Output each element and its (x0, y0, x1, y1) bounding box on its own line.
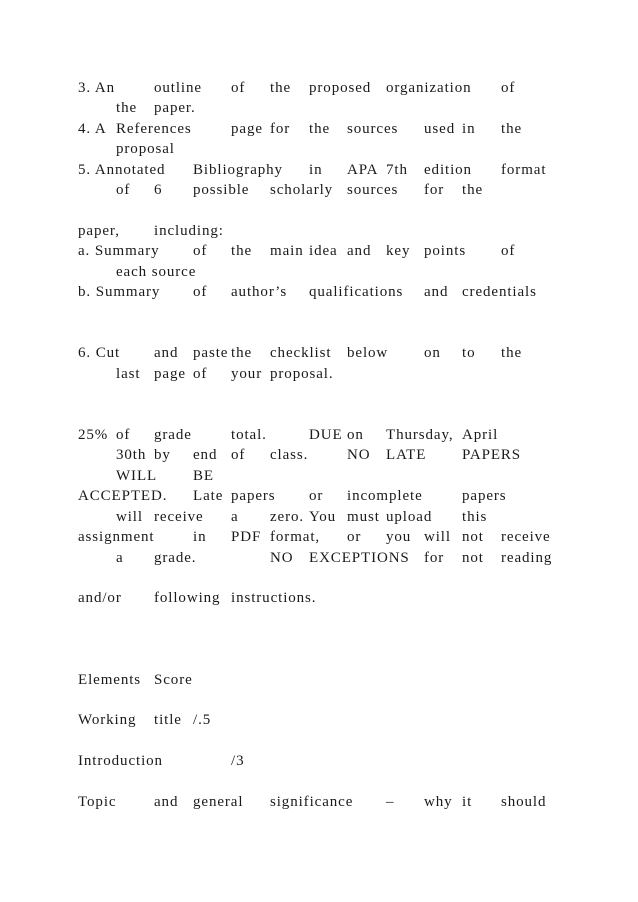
text-word: PAPERS (462, 447, 522, 463)
text-word: EXCEPTIONS (309, 550, 410, 566)
text-word: 4. A (78, 121, 107, 137)
text-word: qualifications (309, 284, 404, 300)
text-word: sources (347, 121, 399, 137)
text-word: why (424, 794, 453, 810)
text-word: the (462, 182, 484, 198)
text-word: the (231, 345, 253, 361)
text-word: main (270, 243, 304, 259)
text-word: general (193, 794, 244, 810)
text-word: and (154, 345, 179, 361)
text-word: for (270, 121, 291, 137)
text-word: in (193, 529, 207, 545)
text-word: it (462, 794, 473, 810)
text-word: the (501, 345, 523, 361)
text-word: Elements (78, 672, 142, 688)
text-word: proposal (116, 141, 175, 157)
text-word: scholarly (270, 182, 334, 198)
text-word: upload (386, 509, 433, 525)
grade-line-3 (0, 466, 638, 486)
text-word: 3. An (78, 80, 116, 96)
text-word: BE (193, 468, 214, 484)
text-word: of (193, 243, 208, 259)
text-word: including: (154, 223, 224, 239)
text-word: checklist (270, 345, 332, 361)
text-word: title (154, 712, 182, 728)
rubric-header (0, 670, 638, 690)
text-word: of (116, 182, 131, 198)
grade-line-4 (0, 486, 638, 506)
text-word: of (193, 366, 208, 382)
text-word: of (116, 427, 131, 443)
text-word: 5. Annotated (78, 162, 166, 178)
text-word: not (462, 529, 484, 545)
text-word: grade (154, 427, 192, 443)
text-word: page (154, 366, 186, 382)
rubric-working-title (0, 710, 638, 730)
text-word: of (193, 284, 208, 300)
grade-line-5 (0, 507, 638, 527)
text-word: sources (347, 182, 399, 198)
text-word: and (154, 794, 179, 810)
text-word: following (154, 590, 221, 606)
text-word: edition (424, 162, 472, 178)
grade-line-8 (0, 588, 638, 608)
text-word: significance (270, 794, 354, 810)
text-word: your (231, 366, 263, 382)
text-word: /.5 (193, 712, 212, 728)
text-word: Late (193, 488, 224, 504)
text-word: – (386, 794, 395, 810)
text-word: organization (386, 80, 472, 96)
text-word: 6 (154, 182, 163, 198)
sub-a-line-1 (0, 241, 638, 261)
text-word: receive (501, 529, 551, 545)
text-word: proposed (309, 80, 372, 96)
text-word: of (231, 80, 246, 96)
text-word: to (462, 345, 476, 361)
text-word: paper, (78, 223, 120, 239)
grade-line-2 (0, 445, 638, 465)
text-word: APA (347, 162, 379, 178)
item-5-line-2 (0, 180, 638, 200)
text-word: idea (309, 243, 338, 259)
text-word: papers (231, 488, 276, 504)
text-word: NO (347, 447, 371, 463)
text-word: and/or (78, 590, 122, 606)
rubric-introduction (0, 751, 638, 771)
text-word: outline (154, 80, 202, 96)
text-word: papers (462, 488, 507, 504)
text-word: 25% (78, 427, 109, 443)
text-word: must (347, 509, 380, 525)
text-word: a (231, 509, 239, 525)
text-word: 6. Cut (78, 345, 121, 361)
text-word: of (501, 243, 516, 259)
text-word: not (462, 550, 484, 566)
text-word: page (231, 121, 263, 137)
text-word: Thursday, (386, 427, 454, 443)
text-word: of (501, 80, 516, 96)
grade-line-6 (0, 527, 638, 547)
text-word: by (154, 447, 171, 463)
text-word: the (116, 100, 138, 116)
sub-a-line-2 (0, 262, 638, 282)
text-word: 7th (386, 162, 408, 178)
text-word: total. (231, 427, 267, 443)
text-word: assignment (78, 529, 155, 545)
text-word: PDF (231, 529, 262, 545)
text-word: format, (270, 529, 321, 545)
text-word: 30th (116, 447, 147, 463)
text-word: end (193, 447, 218, 463)
grade-line-1 (0, 425, 638, 445)
text-word: the (270, 80, 292, 96)
item-4-line-2 (0, 139, 638, 159)
rubric-topic (0, 792, 638, 812)
text-word: each source (116, 264, 197, 280)
item-4-line-1 (0, 119, 638, 139)
text-word: a (116, 550, 124, 566)
text-word: you (386, 529, 412, 545)
sub-b-line-1 (0, 282, 638, 302)
text-word: /3 (231, 753, 245, 769)
text-word: proposal. (270, 366, 334, 382)
item-6-line-2 (0, 364, 638, 384)
text-word: receive (154, 509, 204, 525)
text-word: reading (501, 550, 553, 566)
text-word: of (231, 447, 246, 463)
text-word: a. Summary (78, 243, 160, 259)
text-word: DUE (309, 427, 343, 443)
text-word: will (116, 509, 143, 525)
text-word: b. Summary (78, 284, 161, 300)
text-word: in (462, 121, 476, 137)
item-3-line-1 (0, 78, 638, 98)
text-word: used (424, 121, 456, 137)
text-word: ACCEPTED. (78, 488, 168, 504)
text-word: NO (270, 550, 294, 566)
text-word: April (462, 427, 499, 443)
text-word: zero. (270, 509, 305, 525)
text-word: References (116, 121, 192, 137)
text-word: class. (270, 447, 309, 463)
text-word: for (424, 550, 445, 566)
item-6-line-1 (0, 343, 638, 363)
text-word: LATE (386, 447, 427, 463)
text-word: possible (193, 182, 250, 198)
text-word: paste (193, 345, 229, 361)
text-word: instructions. (231, 590, 317, 606)
text-word: below (347, 345, 389, 361)
text-word: WILL (116, 468, 158, 484)
text-word: Topic (78, 794, 117, 810)
text-word: grade. (154, 550, 197, 566)
text-word: incomplete (347, 488, 423, 504)
text-word: should (501, 794, 547, 810)
text-word: last (116, 366, 141, 382)
text-word: credentials (462, 284, 537, 300)
item-5-line-3 (0, 221, 638, 241)
text-word: the (309, 121, 331, 137)
item-3-line-2 (0, 98, 638, 118)
item-5-line-1 (0, 160, 638, 180)
text-word: this (462, 509, 488, 525)
text-word: key (386, 243, 411, 259)
text-word: format (501, 162, 547, 178)
text-word: Score (154, 672, 193, 688)
text-word: or (347, 529, 362, 545)
text-word: the (501, 121, 523, 137)
text-word: Introduction (78, 753, 163, 769)
text-word: author’s (231, 284, 288, 300)
grade-line-7 (0, 548, 638, 568)
text-word: the (231, 243, 253, 259)
text-word: You (309, 509, 337, 525)
text-word: Bibliography (193, 162, 283, 178)
text-word: in (309, 162, 323, 178)
text-word: on (347, 427, 364, 443)
text-word: for (424, 182, 445, 198)
text-word: and (347, 243, 372, 259)
text-word: on (424, 345, 441, 361)
text-word: Working (78, 712, 137, 728)
text-word: paper. (154, 100, 196, 116)
text-word: and (424, 284, 449, 300)
text-word: points (424, 243, 467, 259)
text-word: will (424, 529, 451, 545)
text-word: or (309, 488, 324, 504)
